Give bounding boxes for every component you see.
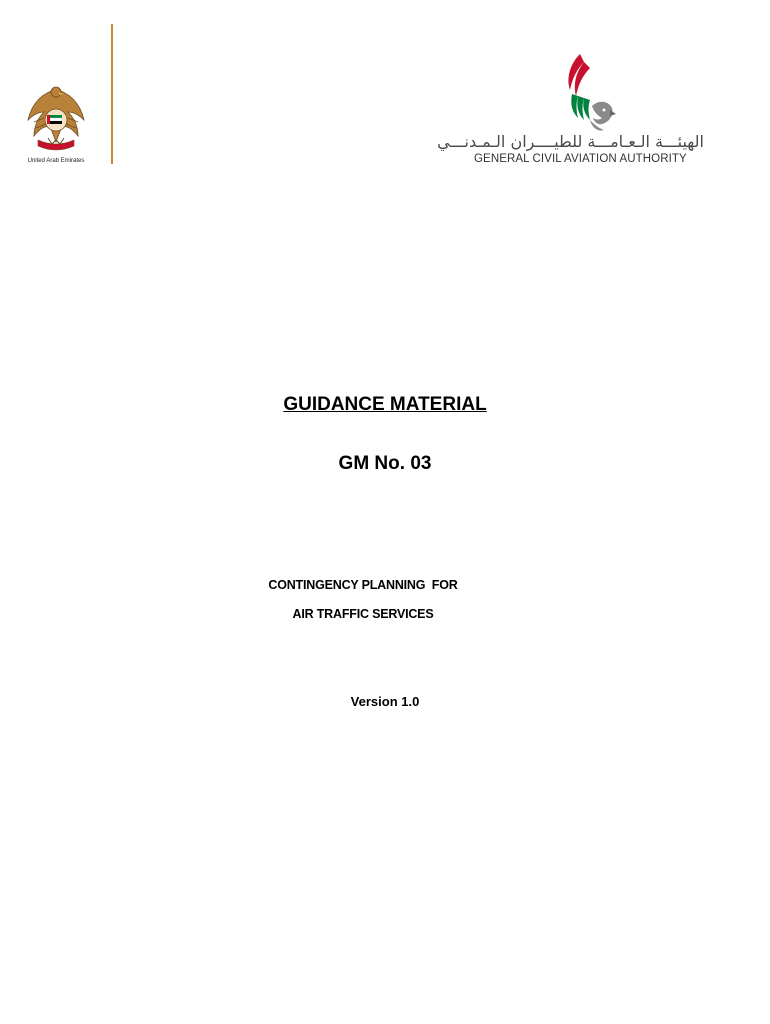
- uae-coat-of-arms-icon: [24, 82, 88, 156]
- document-subject-line-2: AIR TRAFFIC SERVICES: [292, 607, 434, 621]
- document-subject-line-1: CONTINGENCY PLANNING FOR: [268, 578, 458, 592]
- document-version: Version 1.0: [350, 694, 420, 709]
- gcaa-english-name: GENERAL CIVIL AVIATION AUTHORITY: [474, 153, 687, 165]
- gcaa-arabic-name: الهيئـــة الـعـامـــة للطيــــران الـمـدنـــي: [437, 132, 704, 151]
- uae-coat-of-arms: [24, 82, 88, 166]
- document-number: GM No. 03: [338, 453, 432, 474]
- emblem-caption: United Arab Emirates: [27, 158, 85, 164]
- gcaa-logo: [437, 50, 710, 170]
- gcaa-falcon-logo-icon: [558, 50, 620, 136]
- document-title: GUIDANCE MATERIAL: [283, 394, 487, 415]
- header-divider: [111, 24, 113, 164]
